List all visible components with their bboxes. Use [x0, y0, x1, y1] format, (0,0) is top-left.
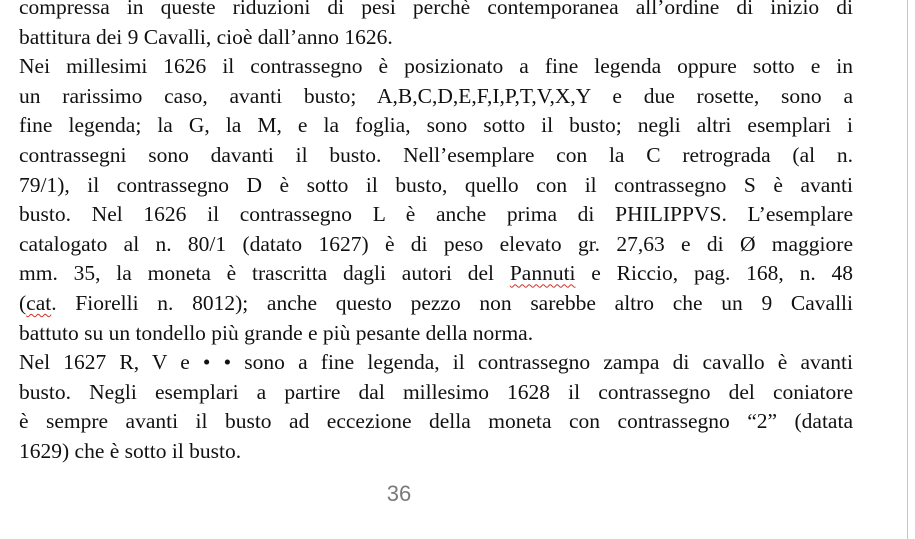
text-line: [19, 200, 853, 230]
text-segment: busto. Nel 1626 il contrassegno L è anche prima di PHILIPPVS. L’esemplare: [19, 202, 853, 227]
text-line: [19, 230, 853, 260]
text-line: [19, 407, 853, 437]
text-line: [19, 437, 853, 467]
text-line: [19, 23, 853, 53]
text-segment: catalogato al n. 80/1 (datato 1627) è di peso elevato gr. 27,63 e di Ø maggiore: [19, 231, 853, 256]
page-edge: [907, 0, 908, 539]
text-line: [19, 111, 853, 141]
text-segment: busto. Negli esemplari a partire dal millesimo 1628 il contrassegno del coniatore: [19, 379, 853, 404]
text-line: [19, 319, 853, 349]
text-segment: 1629) che è sotto il busto.: [19, 438, 242, 463]
text-line: [19, 348, 853, 378]
text-line: [19, 171, 853, 201]
text-segment: mm. 35, la moneta è trascritta dagli autori del: [19, 261, 510, 286]
text-segment: compressa in queste riduzioni di pesi perchè contemporanea all’ordine di inizio di: [19, 0, 853, 19]
text-segment: Nei millesimi 1626 il contrassegno è posizionato a fine legenda oppure sotto e in: [19, 54, 853, 79]
text-segment: contrassegni sono davanti il busto. Nell’esemplare con la C retrograda (al n.: [19, 142, 853, 167]
text-segment: (: [19, 290, 27, 315]
text-line: [19, 259, 853, 289]
text-line: [19, 378, 853, 408]
text-line: [19, 82, 853, 112]
spellcheck-flagged-word[interactable]: cat: [26, 290, 52, 315]
body-text[interactable]: [19, 0, 853, 467]
text-segment: battuto su un tondello più grande e più pesante della norma.: [19, 320, 534, 345]
text-line: [19, 141, 853, 171]
text-segment: fine legenda; la G, la M, e la foglia, sono sotto il busto; negli altri esemplari i: [19, 113, 853, 138]
text-segment: Nel 1627 R, V e • • sono a fine legenda, il contrassegno zampa di cavallo è avanti: [19, 350, 853, 375]
text-line: [19, 289, 853, 319]
spellcheck-flagged-word[interactable]: Pannuti: [509, 261, 576, 286]
text-segment: battitura dei 9 Cavalli, cioè dall’anno 1626.: [19, 24, 393, 49]
text-segment: e Riccio, pag. 168, n. 48: [575, 261, 853, 286]
text-segment: è sempre avanti il busto ad eccezione della moneta con contrassegno “2” (datata: [19, 409, 853, 434]
text-segment: un rarissimo caso, avanti busto; A,B,C,D,E,F,I,P,T,V,X,Y e due rosette, sono a: [19, 83, 853, 108]
text-segment: . Fiorelli n. 8012); anche questo pezzo non sarebbe altro che un 9 Cavalli: [51, 290, 853, 315]
text-line: [19, 0, 853, 23]
page-number: 36: [386, 481, 412, 506]
text-segment: 79/1), il contrassegno D è sotto il busto, quello con il contrassegno S è avanti: [19, 172, 853, 197]
text-line: [19, 52, 853, 82]
